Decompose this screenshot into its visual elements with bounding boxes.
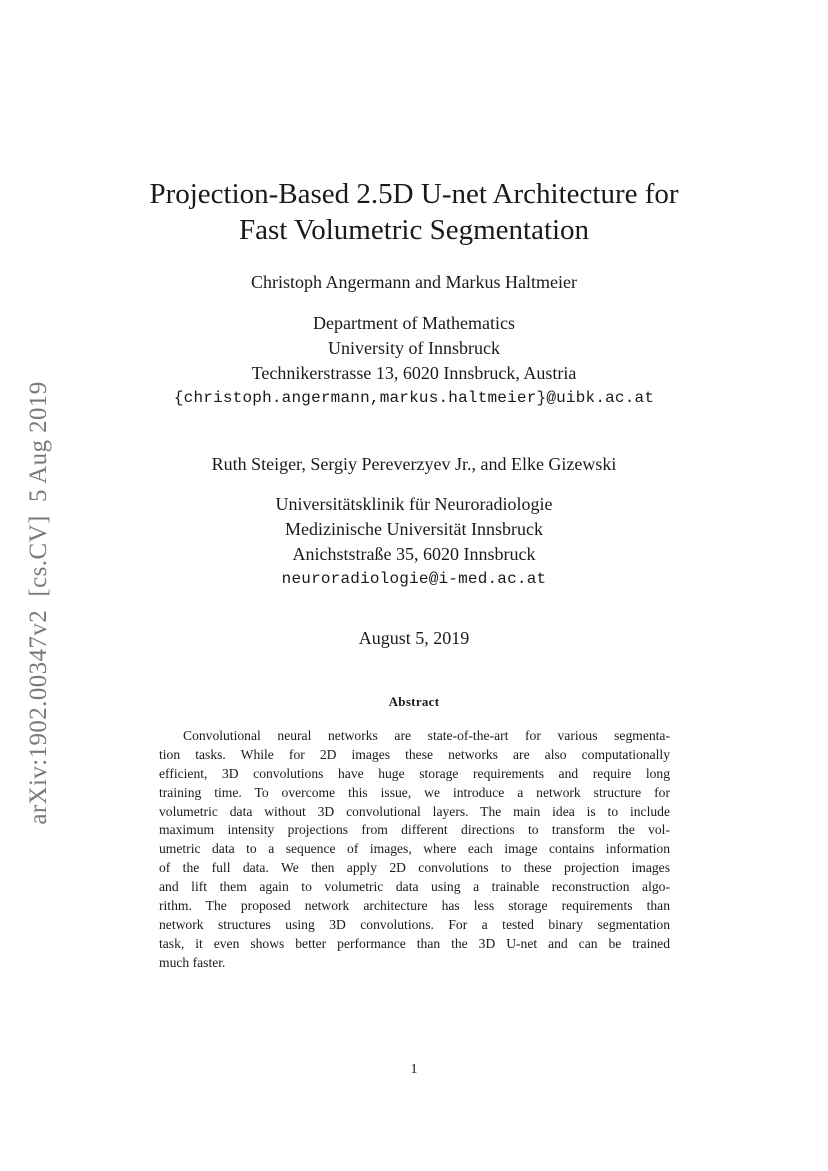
abstract-line: network structures using 3D convolutions. For a tested binary segmentation <box>159 916 670 932</box>
abstract-line: and lift them again to volumetric data using a trainable reconstruction algo- <box>159 879 670 895</box>
publication-date: August 5, 2019 <box>358 628 470 648</box>
page-number: 1 <box>410 1062 418 1077</box>
abstract-heading: Abstract <box>388 694 440 709</box>
abstract-line: of the full data. We then apply 2D convolutions to these projection images <box>159 860 670 876</box>
abstract-line: maximum intensity projections from different directions to transform the vol- <box>159 822 670 838</box>
abstract-line: efficient, 3D convolutions have huge storage requirements and require long <box>159 765 670 781</box>
arxiv-identifier-text: arXiv:1902.00347v2 [cs.CV] 5 Aug 2019 <box>25 381 52 825</box>
abstract-line: umetric data to a sequence of images, where each image contains information <box>159 841 670 857</box>
abstract-line: volumetric data without 3D convolutional layers. The main idea is to include <box>159 803 670 819</box>
abstract-body <box>159 727 670 973</box>
affiliation-1-department: Department of Mathematics <box>313 313 515 333</box>
title-line-1: Projection-Based 2.5D U-net Architecture for <box>149 178 679 210</box>
title-line-2: Fast Volumetric Segmentation <box>238 214 590 246</box>
affiliation-2-department: Universitätsklinik für Neuroradiologie <box>275 494 553 514</box>
affiliation-1-university: University of Innsbruck <box>328 338 500 358</box>
affiliation-1 <box>0 311 828 411</box>
author-list-2: Ruth Steiger, Sergiy Pereverzyev Jr., and Elke Gizewski <box>211 454 617 474</box>
abstract-line: Convolutional neural networks are state-of-the-art for various segmenta- <box>183 728 670 743</box>
affiliation-2-university: Medizinische Universität Innsbruck <box>285 519 543 539</box>
author-list-1: Christoph Angermann and Markus Haltmeier <box>251 272 577 292</box>
affiliation-2 <box>0 492 828 592</box>
paper-title <box>0 176 828 248</box>
affiliation-1-email: {christoph.angermann,markus.haltmeier}@uibk.ac.at <box>173 389 655 407</box>
affiliation-2-email: neuroradiologie@i-med.ac.at <box>281 570 547 588</box>
abstract-line: training time. To overcome this issue, we introduce a network structure for <box>159 784 670 800</box>
abstract-line: tion tasks. While for 2D images these networks are also computationally <box>159 746 670 762</box>
abstract-line: rithm. The proposed network architecture has less storage requirements than <box>159 898 670 914</box>
affiliation-1-address: Technikerstrasse 13, 6020 Innsbruck, Austria <box>251 363 577 383</box>
affiliation-2-address: Anichststraße 35, 6020 Innsbruck <box>292 544 536 564</box>
abstract-line: task, it even shows better performance than the 3D U-net and can be trained <box>159 935 670 951</box>
abstract-line: much faster. <box>159 954 226 970</box>
